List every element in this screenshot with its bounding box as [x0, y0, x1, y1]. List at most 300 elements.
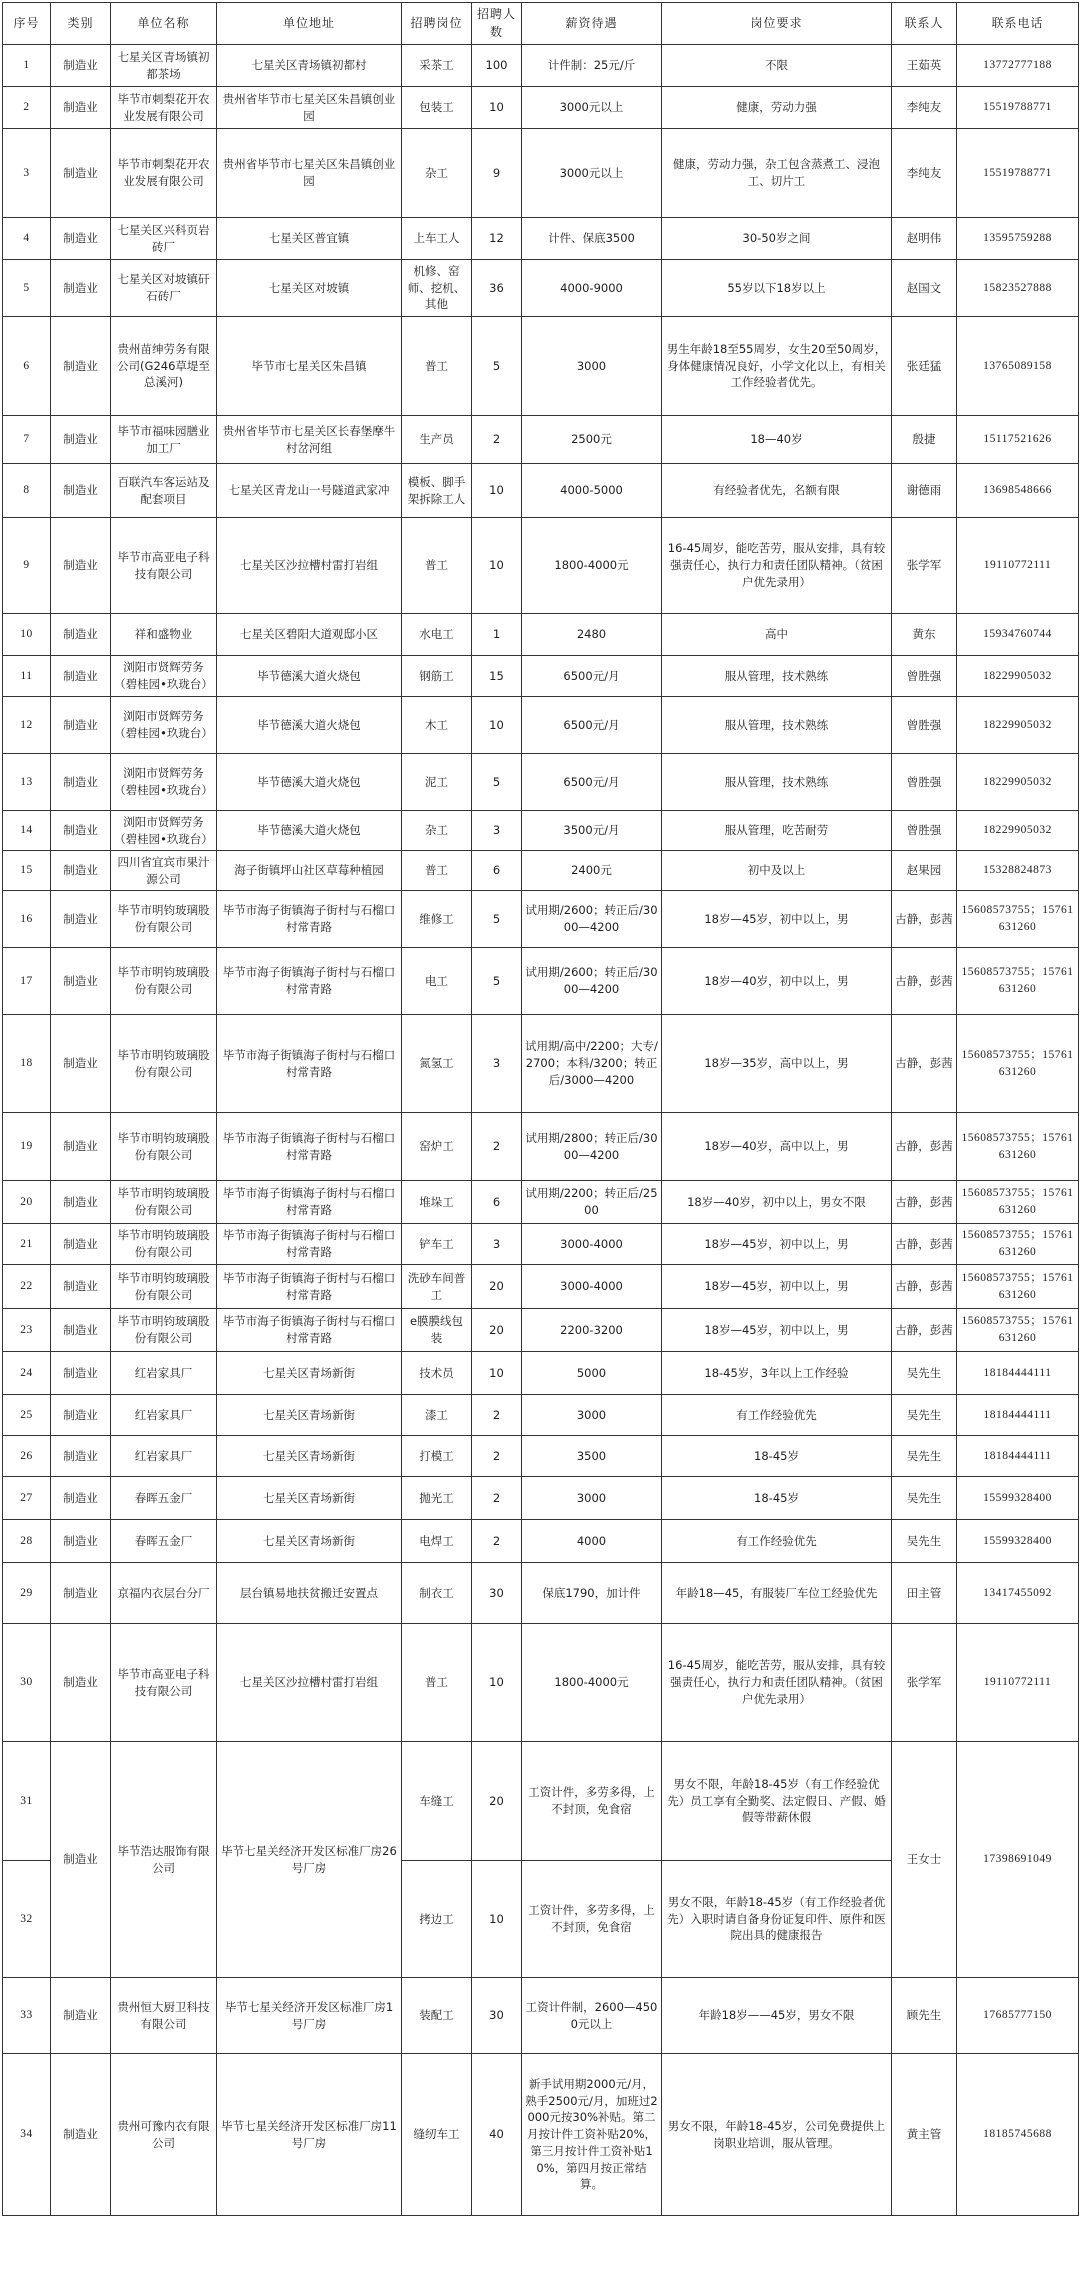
cell-req: 服从管理，技术熟练: [662, 754, 892, 811]
table-row: [3, 1015, 1079, 1113]
cell-req: 16-45周岁，能吃苦劳，服从安排，具有较强责任心，执行力和责任团队精神。（贫困户优先录用）: [662, 1624, 892, 1742]
cell-no: 23: [3, 1309, 51, 1352]
cell-phone: 17685777150: [957, 1978, 1079, 2054]
cell-post: 上车工人: [402, 218, 472, 260]
table-row: [3, 851, 1079, 891]
cell-no: 30: [3, 1624, 51, 1742]
cell-no: 10: [3, 614, 51, 656]
cell-salary: 4000-5000: [522, 464, 662, 518]
cell-contact: 吴先生: [892, 1436, 957, 1477]
cell-no: 4: [3, 218, 51, 260]
cell-count: 5: [472, 317, 522, 416]
cell-post: 机修、窑师、挖机、其他: [402, 260, 472, 317]
cell-company: 毕节市明钧玻璃股份有限公司: [111, 891, 217, 948]
cell-contact: 赵明伟: [892, 218, 957, 260]
cell-salary: 试用期/2600；转正后/3000—4200: [522, 948, 662, 1015]
cell-cat: 制造业: [51, 1395, 111, 1436]
cell-post: e膜膜线包装: [402, 1309, 472, 1352]
cell-salary: 3500元/月: [522, 811, 662, 851]
cell-company: 浏阳市贤辉劳务（碧桂园•玖珑台）: [111, 697, 217, 754]
cell-count: 3: [472, 1224, 522, 1265]
cell-count: 5: [472, 754, 522, 811]
cell-cat: 制造业: [51, 464, 111, 518]
cell-address: 七星关区沙拉槽村雷打岩组: [217, 1624, 402, 1742]
cell-address: 贵州省毕节市七星关区朱昌镇创业园: [217, 129, 402, 218]
cell-company: 毕节市刺梨花开农业发展有限公司: [111, 87, 217, 129]
cell-company: 祥和盛物业: [111, 614, 217, 656]
cell-cat: 制造业: [51, 45, 111, 87]
cell-salary: 3000元以上: [522, 129, 662, 218]
cell-phone: 18184444111: [957, 1352, 1079, 1395]
cell-company: 毕节市刺梨花开农业发展有限公司: [111, 129, 217, 218]
cell-no: 2: [3, 87, 51, 129]
cell-req: 18-45岁: [662, 1436, 892, 1477]
table-row: [3, 416, 1079, 464]
cell-contact: 黄东: [892, 614, 957, 656]
table-row: [3, 45, 1079, 87]
cell-phone: 13417455092: [957, 1563, 1079, 1624]
cell-contact: 吴先生: [892, 1520, 957, 1563]
cell-salary: 3000: [522, 1395, 662, 1436]
cell-address: 毕节市海子街镇海子街村与石榴口村常青路: [217, 1224, 402, 1265]
cell-req: 18-45岁，3年以上工作经验: [662, 1352, 892, 1395]
cell-cat: 制造业: [51, 1520, 111, 1563]
cell-count: 10: [472, 87, 522, 129]
cell-cat: 制造业: [51, 1978, 111, 2054]
cell-salary: 1800-4000元: [522, 1624, 662, 1742]
cell-cat: 制造业: [51, 1015, 111, 1113]
cell-cat: 制造业: [51, 1477, 111, 1520]
cell-req: 18岁—45岁，初中以上，男: [662, 1309, 892, 1352]
table-row: [3, 260, 1079, 317]
cell-phone: 19110772111: [957, 518, 1079, 614]
cell-no: 5: [3, 260, 51, 317]
cell-post: 窑炉工: [402, 1113, 472, 1181]
cell-req: 55岁以下18岁以上: [662, 260, 892, 317]
header-cell: 类别: [51, 3, 111, 45]
cell-contact: 古静，彭茜: [892, 1113, 957, 1181]
header-cell: 单位名称: [111, 3, 217, 45]
cell-no: 33: [3, 1978, 51, 2054]
cell-count: 3: [472, 1015, 522, 1113]
cell-no: 22: [3, 1265, 51, 1309]
cell-phone: 15608573755；15761631260: [957, 1181, 1079, 1224]
cell-post: 漆工: [402, 1395, 472, 1436]
cell-contact: 谢德雨: [892, 464, 957, 518]
header-cell: 联系人: [892, 3, 957, 45]
cell-address: 七星关区青场新街: [217, 1520, 402, 1563]
cell-no: 16: [3, 891, 51, 948]
cell-address: 七星关区青场新街: [217, 1436, 402, 1477]
cell-address: 毕节德溪大道火烧包: [217, 754, 402, 811]
cell-cat: 制造业: [51, 2054, 111, 2216]
cell-contact: 曾胜强: [892, 754, 957, 811]
cell-count: 10: [472, 464, 522, 518]
cell-address: 七星关区青场新街: [217, 1395, 402, 1436]
cell-cat: 制造业: [51, 260, 111, 317]
cell-salary: 2480: [522, 614, 662, 656]
header-cell: 招聘岗位: [402, 3, 472, 45]
cell-contact: 吴先生: [892, 1352, 957, 1395]
cell-address: 毕节七星关经济开发区标准厂房1号厂房: [217, 1978, 402, 2054]
cell-no: 12: [3, 697, 51, 754]
cell-company: 毕节市明钧玻璃股份有限公司: [111, 1224, 217, 1265]
cell-salary: 试用期/2600；转正后/3000—4200: [522, 891, 662, 948]
cell-count: 2: [472, 416, 522, 464]
cell-contact: 李纯友: [892, 129, 957, 218]
table-row: [3, 464, 1079, 518]
table-row: [3, 1113, 1079, 1181]
cell-count: 40: [472, 2054, 522, 2216]
cell-salary: 2400元: [522, 851, 662, 891]
cell-no: 7: [3, 416, 51, 464]
table-body: [3, 45, 1079, 2216]
cell-phone: 18184444111: [957, 1436, 1079, 1477]
cell-address: 贵州省毕节市七星关区朱昌镇创业园: [217, 87, 402, 129]
header-row: [3, 3, 1079, 45]
table-row: [3, 891, 1079, 948]
cell-phone: 15608573755；15761631260: [957, 1265, 1079, 1309]
cell-phone: 13772777188: [957, 45, 1079, 87]
cell-company: 四川省宜宾市果汁源公司: [111, 851, 217, 891]
table-row: [3, 1978, 1079, 2054]
cell-post: 普工: [402, 317, 472, 416]
cell-no: 29: [3, 1563, 51, 1624]
cell-company: 毕节市明钧玻璃股份有限公司: [111, 948, 217, 1015]
cell-phone: 15934760744: [957, 614, 1079, 656]
cell-contact: 古静，彭茜: [892, 891, 957, 948]
cell-company: 七星关区对坡镇矸石砖厂: [111, 260, 217, 317]
cell-contact: 王茹英: [892, 45, 957, 87]
cell-no: 14: [3, 811, 51, 851]
cell-post: 木工: [402, 697, 472, 754]
cell-cat: 制造业: [51, 1265, 111, 1309]
cell-cat: 制造业: [51, 1624, 111, 1742]
table-row: [3, 129, 1079, 218]
cell-count: 9: [472, 129, 522, 218]
cell-post: 电工: [402, 948, 472, 1015]
table-row: [3, 87, 1079, 129]
cell-cat: 制造业: [51, 1742, 111, 1978]
cell-post: 铲车工: [402, 1224, 472, 1265]
cell-req: 初中及以上: [662, 851, 892, 891]
cell-post: 氮氢工: [402, 1015, 472, 1113]
cell-contact: 曾胜强: [892, 697, 957, 754]
cell-salary: 工资计件，多劳多得，上不封顶，免食宿: [522, 1861, 662, 1978]
cell-req: 18岁—40岁，初中以上，男: [662, 948, 892, 1015]
cell-no: 21: [3, 1224, 51, 1265]
cell-cat: 制造业: [51, 1113, 111, 1181]
cell-req: 16-45周岁，能吃苦劳，服从安排，具有较强责任心，执行力和责任团队精神。（贫困户优先录用）: [662, 518, 892, 614]
cell-company: 毕节市明钧玻璃股份有限公司: [111, 1265, 217, 1309]
cell-company: 京福内衣层台分厂: [111, 1563, 217, 1624]
cell-req: 高中: [662, 614, 892, 656]
table-row: [3, 754, 1079, 811]
cell-company: 百联汽车客运站及配套项目: [111, 464, 217, 518]
cell-address: 毕节七星关经济开发区标准厂房11号厂房: [217, 2054, 402, 2216]
cell-req: 18-45岁: [662, 1477, 892, 1520]
header-cell: 薪资待遇: [522, 3, 662, 45]
cell-cat: 制造业: [51, 1224, 111, 1265]
cell-count: 5: [472, 891, 522, 948]
cell-req: 18—40岁: [662, 416, 892, 464]
cell-contact: 曾胜强: [892, 656, 957, 697]
cell-count: 3: [472, 811, 522, 851]
cell-phone: 15117521626: [957, 416, 1079, 464]
table-row: [3, 1477, 1079, 1520]
cell-contact: 田主管: [892, 1563, 957, 1624]
cell-req: 30-50岁之间: [662, 218, 892, 260]
cell-contact: 曾胜强: [892, 811, 957, 851]
cell-address: 海子街镇坪山社区草莓种植园: [217, 851, 402, 891]
cell-company: 七星关区兴科页岩砖厂: [111, 218, 217, 260]
cell-req: 健康，劳动力强，杂工包含蒸煮工、浸泡工、切片工: [662, 129, 892, 218]
cell-count: 10: [472, 1861, 522, 1978]
cell-phone: 18184444111: [957, 1395, 1079, 1436]
cell-no: 19: [3, 1113, 51, 1181]
header-cell: 单位地址: [217, 3, 402, 45]
cell-count: 2: [472, 1395, 522, 1436]
cell-salary: 2500元: [522, 416, 662, 464]
header-cell: 岗位要求: [662, 3, 892, 45]
header-cell: 序号: [3, 3, 51, 45]
cell-company: 红岩家具厂: [111, 1436, 217, 1477]
cell-salary: 6500元/月: [522, 656, 662, 697]
cell-no: 24: [3, 1352, 51, 1395]
cell-post: 水电工: [402, 614, 472, 656]
cell-cat: 制造业: [51, 1181, 111, 1224]
cell-salary: 3000元以上: [522, 87, 662, 129]
cell-cat: 制造业: [51, 948, 111, 1015]
cell-count: 10: [472, 1624, 522, 1742]
cell-contact: 张学军: [892, 518, 957, 614]
cell-salary: 保底1790，加计件: [522, 1563, 662, 1624]
cell-no: 20: [3, 1181, 51, 1224]
cell-contact: 吴先生: [892, 1477, 957, 1520]
cell-company: 红岩家具厂: [111, 1395, 217, 1436]
cell-company: 贵州苗绅劳务有限公司(G246草堤至总溪河): [111, 317, 217, 416]
cell-post: 模板、脚手架拆除工人: [402, 464, 472, 518]
cell-address: 毕节市海子街镇海子街村与石榴口村常青路: [217, 1015, 402, 1113]
cell-no: 26: [3, 1436, 51, 1477]
cell-no: 31: [3, 1742, 51, 1861]
cell-req: 服从管理，技术熟练: [662, 697, 892, 754]
cell-salary: 2200-3200: [522, 1309, 662, 1352]
cell-address: 毕节市七星关区朱昌镇: [217, 317, 402, 416]
cell-req: 服从管理，吃苦耐劳: [662, 811, 892, 851]
cell-req: 年龄18岁——45岁，男女不限: [662, 1978, 892, 2054]
cell-count: 12: [472, 218, 522, 260]
cell-company: 毕节市明钧玻璃股份有限公司: [111, 1113, 217, 1181]
cell-address: 七星关区青场新街: [217, 1352, 402, 1395]
cell-post: 普工: [402, 1624, 472, 1742]
cell-contact: 黄主管: [892, 2054, 957, 2216]
cell-req: 服从管理，技术熟练: [662, 656, 892, 697]
cell-address: 七星关区青龙山一号隧道武家冲: [217, 464, 402, 518]
cell-req: 男女不限，年龄18-45岁，公司免费提供上岗职业培训，服从管理。: [662, 2054, 892, 2216]
cell-cat: 制造业: [51, 614, 111, 656]
header-cell: 联系电话: [957, 3, 1079, 45]
cell-post: 杂工: [402, 811, 472, 851]
cell-post: 装配工: [402, 1978, 472, 2054]
cell-address: 层台镇易地扶贫搬迁安置点: [217, 1563, 402, 1624]
cell-req: 18岁—35岁，高中以上，男: [662, 1015, 892, 1113]
cell-cat: 制造业: [51, 1563, 111, 1624]
cell-company: 毕节市明钧玻璃股份有限公司: [111, 1015, 217, 1113]
cell-salary: 工资计件，多劳多得，上不封顶，免食宿: [522, 1742, 662, 1861]
cell-contact: 古静，彭茜: [892, 1181, 957, 1224]
cell-count: 30: [472, 1978, 522, 2054]
cell-cat: 制造业: [51, 129, 111, 218]
table-row: [3, 2054, 1079, 2216]
cell-no: 6: [3, 317, 51, 416]
cell-salary: 3000: [522, 317, 662, 416]
cell-post: 洗砂车间普工: [402, 1265, 472, 1309]
cell-contact: 古静，彭茜: [892, 1224, 957, 1265]
cell-address: 毕节七星关经济开发区标准厂房26号厂房: [217, 1742, 402, 1978]
cell-salary: 1800-4000元: [522, 518, 662, 614]
cell-contact: 古静，彭茜: [892, 948, 957, 1015]
cell-phone: 19110772111: [957, 1624, 1079, 1742]
cell-phone: 15608573755；15761631260: [957, 1113, 1079, 1181]
cell-req: 不限: [662, 45, 892, 87]
cell-count: 20: [472, 1742, 522, 1861]
cell-post: 普工: [402, 851, 472, 891]
cell-no: 25: [3, 1395, 51, 1436]
cell-salary: 4000: [522, 1520, 662, 1563]
cell-company: 毕节浩达服饰有限公司: [111, 1742, 217, 1978]
cell-count: 5: [472, 948, 522, 1015]
cell-count: 15: [472, 656, 522, 697]
header-cell: 招聘人数: [472, 3, 522, 45]
cell-salary: 6500元/月: [522, 697, 662, 754]
cell-contact: 张廷猛: [892, 317, 957, 416]
cell-count: 30: [472, 1563, 522, 1624]
cell-salary: 试用期/高中/2200；大专/2700；本科/3200；转正后/3000—4200: [522, 1015, 662, 1113]
cell-cat: 制造业: [51, 317, 111, 416]
table-row: [3, 1352, 1079, 1395]
cell-req: 18岁—45岁，初中以上，男: [662, 1224, 892, 1265]
cell-no: 9: [3, 518, 51, 614]
cell-phone: 15823527888: [957, 260, 1079, 317]
cell-phone: 15519788771: [957, 129, 1079, 218]
cell-contact: 吴先生: [892, 1395, 957, 1436]
cell-no: 11: [3, 656, 51, 697]
cell-address: 毕节市海子街镇海子街村与石榴口村常青路: [217, 891, 402, 948]
cell-company: 毕节市高亚电子科技有限公司: [111, 518, 217, 614]
cell-salary: 4000-9000: [522, 260, 662, 317]
cell-post: 电焊工: [402, 1520, 472, 1563]
cell-req: 有工作经验优先: [662, 1520, 892, 1563]
cell-req: 有工作经验优先: [662, 1395, 892, 1436]
cell-contact: 赵国文: [892, 260, 957, 317]
cell-contact: 王女士: [892, 1742, 957, 1978]
cell-company: 毕节市高亚电子科技有限公司: [111, 1624, 217, 1742]
cell-company: 春晖五金厂: [111, 1477, 217, 1520]
table-row: [3, 218, 1079, 260]
table-row: [3, 614, 1079, 656]
table-row: [3, 948, 1079, 1015]
cell-salary: 3000-4000: [522, 1265, 662, 1309]
cell-req: 男生年龄18至55周岁，女生20至50周岁，身体健康情况良好，小学文化以上，有相关工作经验者优先。: [662, 317, 892, 416]
cell-post: 堆垛工: [402, 1181, 472, 1224]
cell-count: 36: [472, 260, 522, 317]
table-row: [3, 518, 1079, 614]
cell-company: 毕节市明钧玻璃股份有限公司: [111, 1181, 217, 1224]
cell-cat: 制造业: [51, 754, 111, 811]
cell-phone: 13595759288: [957, 218, 1079, 260]
cell-post: 泥工: [402, 754, 472, 811]
cell-cat: 制造业: [51, 416, 111, 464]
cell-count: 10: [472, 697, 522, 754]
cell-count: 1: [472, 614, 522, 656]
cell-post: 抛光工: [402, 1477, 472, 1520]
cell-req: 健康，劳动力强: [662, 87, 892, 129]
cell-req: 18岁—40岁，初中以上，男女不限: [662, 1181, 892, 1224]
cell-address: 毕节市海子街镇海子街村与石榴口村常青路: [217, 1113, 402, 1181]
cell-company: 七星关区青场镇初都茶场: [111, 45, 217, 87]
cell-address: 七星关区对坡镇: [217, 260, 402, 317]
cell-phone: 18229905032: [957, 811, 1079, 851]
cell-count: 10: [472, 518, 522, 614]
cell-salary: 工资计件制，2600—4500元以上: [522, 1978, 662, 2054]
table-row: [3, 1309, 1079, 1352]
cell-salary: 3500: [522, 1436, 662, 1477]
cell-address: 七星关区青场新街: [217, 1477, 402, 1520]
cell-company: 毕节市明钧玻璃股份有限公司: [111, 1309, 217, 1352]
cell-cat: 制造业: [51, 851, 111, 891]
cell-cat: 制造业: [51, 891, 111, 948]
cell-contact: 殷捷: [892, 416, 957, 464]
cell-count: 2: [472, 1436, 522, 1477]
cell-no: 8: [3, 464, 51, 518]
cell-phone: 15599328400: [957, 1520, 1079, 1563]
cell-phone: 18229905032: [957, 656, 1079, 697]
cell-post: 打模工: [402, 1436, 472, 1477]
cell-cat: 制造业: [51, 1352, 111, 1395]
cell-company: 浏阳市贤辉劳务（碧桂园•玖珑台）: [111, 656, 217, 697]
cell-no: 27: [3, 1477, 51, 1520]
cell-phone: 15608573755；15761631260: [957, 948, 1079, 1015]
cell-phone: 15608573755；15761631260: [957, 1224, 1079, 1265]
cell-address: 贵州省毕节市七星关区长春堡摩牛村岔河组: [217, 416, 402, 464]
cell-address: 七星关区普宜镇: [217, 218, 402, 260]
cell-address: 毕节德溪大道火烧包: [217, 811, 402, 851]
cell-address: 毕节市海子街镇海子街村与石榴口村常青路: [217, 1181, 402, 1224]
cell-phone: 18185745688: [957, 2054, 1079, 2216]
cell-req: 有经验者优先，名额有限: [662, 464, 892, 518]
cell-post: 车缝工: [402, 1742, 472, 1861]
cell-post: 钢筋工: [402, 656, 472, 697]
cell-req: 男女不限，年龄18-45岁（有工作经验者优先）入职时请自备身份证复印件、原件和医院出具的健康报告: [662, 1861, 892, 1978]
cell-post: 维修工: [402, 891, 472, 948]
cell-address: 七星关区沙拉槽村雷打岩组: [217, 518, 402, 614]
cell-req: 男女不限，年龄18-45岁（有工作经验优先）员工享有全勤奖、法定假日、产假、婚假等带薪休假: [662, 1742, 892, 1861]
cell-post: 制衣工: [402, 1563, 472, 1624]
cell-phone: 18229905032: [957, 754, 1079, 811]
cell-cat: 制造业: [51, 218, 111, 260]
cell-post: 缝纫车工: [402, 2054, 472, 2216]
cell-count: 2: [472, 1520, 522, 1563]
cell-no: 15: [3, 851, 51, 891]
cell-address: 毕节市海子街镇海子街村与石榴口村常青路: [217, 1265, 402, 1309]
cell-salary: 3000-4000: [522, 1224, 662, 1265]
cell-post: 采茶工: [402, 45, 472, 87]
cell-req: 18岁—40岁，高中以上，男: [662, 1113, 892, 1181]
cell-req: 18岁—45岁，初中以上，男: [662, 891, 892, 948]
cell-address: 七星关区青场镇初都村: [217, 45, 402, 87]
cell-no: 18: [3, 1015, 51, 1113]
